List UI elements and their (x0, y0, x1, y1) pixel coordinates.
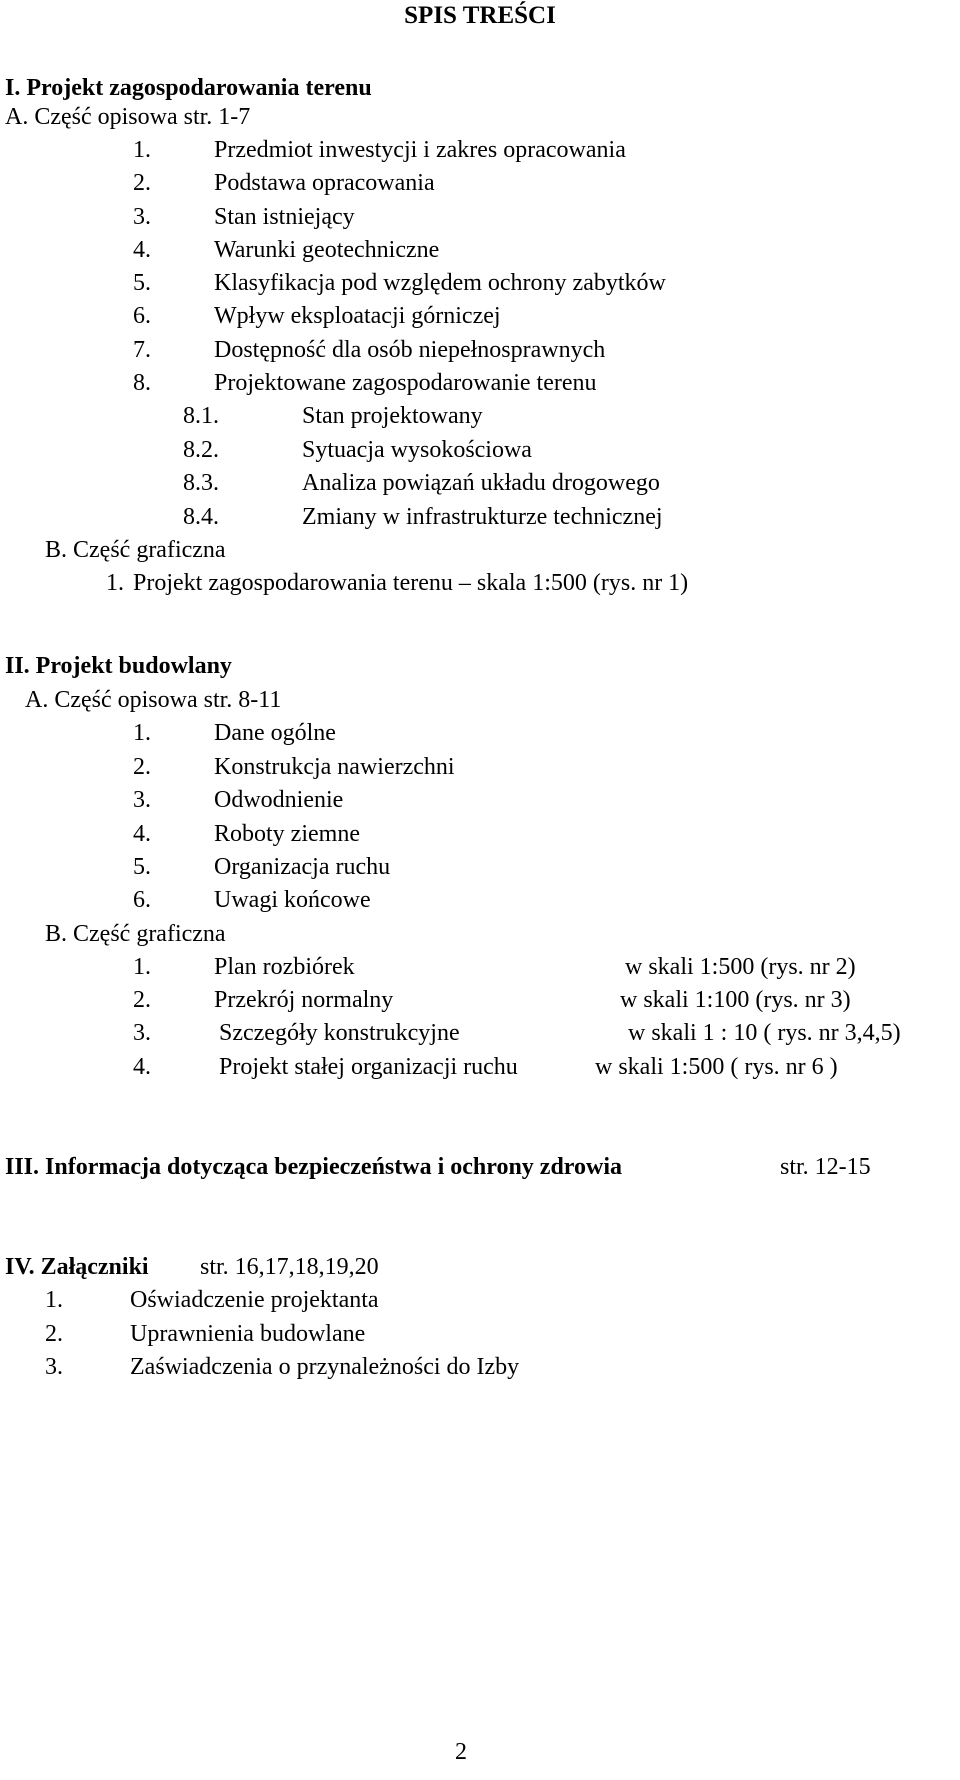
section-3-heading: III. Informacja dotycząca bezpieczeństwa i ochrony zdrowia (5, 1154, 623, 1180)
toc-item-number: 4. (133, 821, 151, 847)
toc-subitem-number: 8.3. (183, 470, 219, 496)
toc-item-scale: w skali 1:500 ( rys. nr 6 ) (595, 1054, 838, 1080)
toc-item-number: 7. (133, 337, 151, 363)
toc-item-number: 3. (133, 787, 151, 813)
toc-item-text: Klasyfikacja pod względem ochrony zabytków (214, 270, 666, 296)
toc-item-text: Dostępność dla osób niepełnosprawnych (214, 337, 606, 363)
toc-item-scale: w skali 1 : 10 ( rys. nr 3,4,5) (628, 1020, 901, 1046)
page-title: SPIS TREŚCI (404, 2, 556, 29)
toc-item-text: Uprawnienia budowlane (130, 1321, 366, 1347)
toc-item-scale: w skali 1:500 (rys. nr 2) (625, 954, 856, 980)
toc-item-number: 2. (133, 754, 151, 780)
toc-subitem-number: 8.4. (183, 504, 219, 530)
toc-item-number: 1. (106, 570, 124, 596)
toc-item-text: Projektowane zagospodarowanie terenu (214, 370, 597, 396)
toc-item-text: Przedmiot inwestycji i zakres opracowania (214, 137, 626, 163)
toc-item-number: 1. (133, 137, 151, 163)
toc-item-number: 5. (133, 270, 151, 296)
toc-item-text: Uwagi końcowe (214, 887, 371, 913)
toc-subitem-text: Sytuacja wysokościowa (302, 437, 532, 463)
toc-item-text: Podstawa opracowania (214, 170, 435, 196)
toc-item-number: 1. (133, 720, 151, 746)
toc-subitem-number: 8.2. (183, 437, 219, 463)
section-1-heading: I. Projekt zagospodarowania terenu (5, 75, 372, 101)
toc-item-number: 6. (133, 887, 151, 913)
toc-item-number: 3. (133, 204, 151, 230)
toc-item-text: Przekrój normalny (214, 987, 394, 1013)
toc-item-scale: w skali 1:100 (rys. nr 3) (620, 987, 851, 1013)
toc-item-text: Konstrukcja nawierzchni (214, 754, 455, 780)
toc-item-number: 2. (45, 1321, 63, 1347)
toc-item-text: Dane ogólne (214, 720, 336, 746)
toc-item-number: 2. (133, 170, 151, 196)
toc-item-number: 2. (133, 987, 151, 1013)
toc-item-text: Wpływ eksploatacji górniczej (214, 303, 501, 329)
section-1-part-a: A. Część opisowa str. 1-7 (5, 104, 251, 130)
toc-item-text: Projekt stałej organizacji ruchu (219, 1054, 518, 1080)
section-1-part-b: B. Część graficzna (45, 537, 226, 563)
toc-item-text: Organizacja ruchu (214, 854, 391, 880)
toc-subitem-number: 8.1. (183, 403, 219, 429)
section-4-pages: str. 16,17,18,19,20 (200, 1254, 379, 1280)
toc-item-text: Zaświadczenia o przynależności do Izby (130, 1354, 520, 1380)
section-3-pages: str. 12-15 (780, 1154, 871, 1180)
page-number: 2 (455, 1739, 467, 1765)
toc-item-number: 1. (133, 954, 151, 980)
toc-item-number: 5. (133, 854, 151, 880)
section-4-heading: IV. Załączniki (5, 1254, 149, 1280)
toc-subitem-text: Zmiany w infrastrukturze technicznej (302, 504, 663, 530)
toc-item-text: Plan rozbiórek (214, 954, 355, 980)
toc-item-number: 3. (45, 1354, 63, 1380)
toc-subitem-text: Analiza powiązań układu drogowego (302, 470, 660, 496)
toc-item-number: 4. (133, 1054, 151, 1080)
section-2-part-a: A. Część opisowa str. 8-11 (25, 687, 282, 713)
toc-subitem-text: Stan projektowany (302, 403, 483, 429)
toc-item-text: Oświadczenie projektanta (130, 1287, 379, 1313)
toc-item-text: Szczegóły konstrukcyjne (219, 1020, 460, 1046)
toc-item-text: Projekt zagospodarowania terenu – skala 1:500 (rys. nr 1) (133, 570, 689, 596)
toc-item-number: 1. (45, 1287, 63, 1313)
section-2-heading: II. Projekt budowlany (5, 653, 232, 679)
toc-item-number: 4. (133, 237, 151, 263)
toc-item-text: Stan istniejący (214, 204, 355, 230)
toc-item-number: 6. (133, 303, 151, 329)
toc-item-number: 3. (133, 1020, 151, 1046)
toc-item-number: 8. (133, 370, 151, 396)
toc-item-text: Odwodnienie (214, 787, 344, 813)
section-2-part-b: B. Część graficzna (45, 921, 226, 947)
toc-item-text: Roboty ziemne (214, 821, 360, 847)
toc-item-text: Warunki geotechniczne (214, 237, 440, 263)
